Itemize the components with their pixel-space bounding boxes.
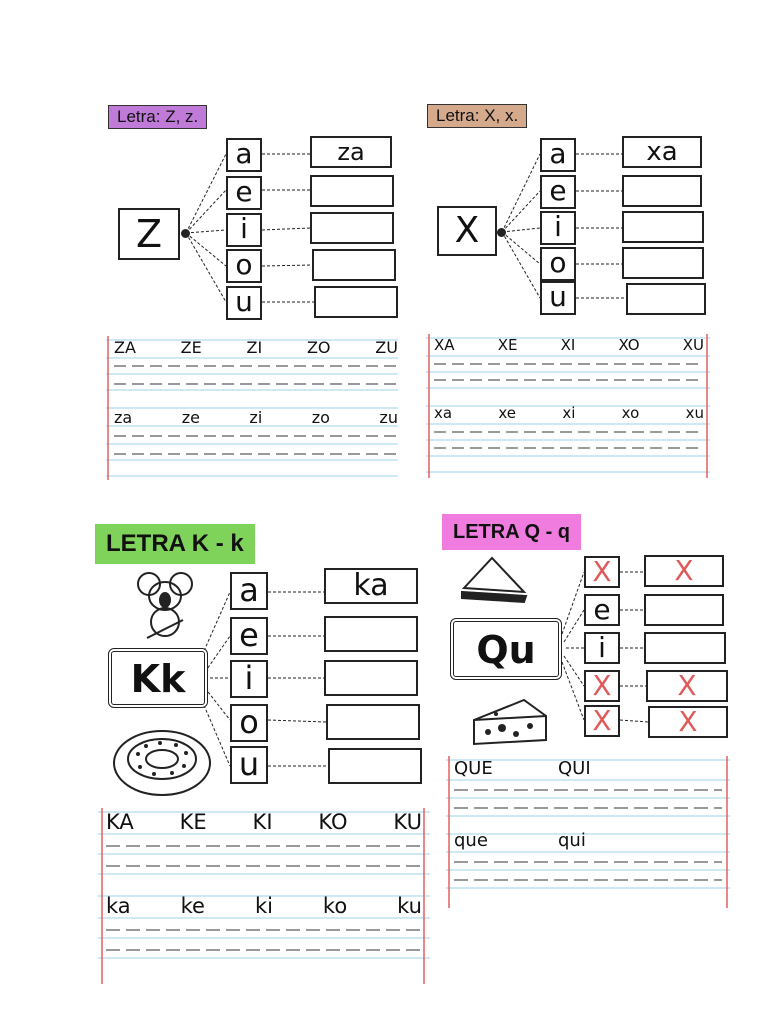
syllable: KA xyxy=(106,810,134,834)
syllable: ko xyxy=(322,894,348,918)
syllable: zo xyxy=(311,408,330,427)
syllable: ki xyxy=(254,894,273,918)
ruled-lines xyxy=(446,756,730,908)
answer-box xyxy=(324,616,418,652)
answer-box xyxy=(312,249,396,281)
answer-box: xa xyxy=(622,136,702,168)
vowel-box: a xyxy=(540,138,576,172)
ruled-lines xyxy=(98,808,430,984)
vowel-box: i xyxy=(230,660,268,698)
syllable: zu xyxy=(379,408,398,427)
worksheet-x xyxy=(400,0,768,480)
syllable: ZA xyxy=(114,338,136,357)
syllable: XU xyxy=(682,336,704,354)
vowel-box: e xyxy=(584,594,620,626)
syllable: KI xyxy=(252,810,273,834)
ruled-lines xyxy=(426,334,710,478)
vowel-box: e xyxy=(226,176,262,210)
syllable: KE xyxy=(179,810,207,834)
worksheet-q xyxy=(440,500,768,920)
answer-box xyxy=(622,247,704,279)
answer-box xyxy=(314,286,398,318)
connector-hub xyxy=(497,228,506,237)
syllable: ZU xyxy=(375,338,398,357)
vowel-box-crossed: X xyxy=(584,556,620,588)
answer-box xyxy=(626,283,706,315)
syllable: qui xyxy=(558,830,586,851)
vowel-box: i xyxy=(226,213,262,247)
letter-box-z: Z xyxy=(118,208,180,260)
connector-hub xyxy=(181,229,190,238)
vowel-box: u xyxy=(226,286,262,320)
syllables-lowercase xyxy=(446,830,730,851)
worksheet-z-title: Letra: Z, z. xyxy=(108,105,207,129)
vowel-box-crossed: X xyxy=(584,670,620,702)
connector-lines xyxy=(400,0,768,330)
syllables-lowercase xyxy=(98,894,430,918)
syllables-uppercase xyxy=(446,758,730,779)
syllables-uppercase xyxy=(98,810,430,834)
vowel-box: a xyxy=(230,572,268,610)
syllable: ZI xyxy=(246,338,263,357)
vowel-box: o xyxy=(540,247,576,281)
syllable: za xyxy=(114,408,133,427)
syllable: xu xyxy=(685,404,704,422)
letter-box-k: Kk xyxy=(108,648,208,708)
vowel-box: a xyxy=(226,138,262,172)
answer-box xyxy=(622,211,704,243)
syllable: ZO xyxy=(306,338,331,357)
answer-box xyxy=(644,594,724,626)
syllable: XE xyxy=(497,336,518,354)
syllable: XO xyxy=(618,336,640,354)
syllable: KO xyxy=(318,810,348,834)
syllables-uppercase xyxy=(106,338,398,357)
syllable: ke xyxy=(180,894,205,918)
answer-box xyxy=(328,748,422,784)
syllables-lowercase xyxy=(426,404,710,422)
vowel-box: o xyxy=(226,249,262,283)
worksheet-z xyxy=(0,0,400,480)
syllable: ka xyxy=(106,894,131,918)
vowel-box: u xyxy=(230,746,268,784)
syllable: ku xyxy=(397,894,422,918)
answer-box-crossed: X xyxy=(646,670,728,702)
answer-box-crossed: X xyxy=(644,555,724,587)
worksheet-x-title: Letra: X, x. xyxy=(427,104,527,128)
syllable: XA xyxy=(434,336,455,354)
vowel-box: u xyxy=(540,281,576,315)
syllable: KU xyxy=(393,810,422,834)
syllable: xi xyxy=(562,404,576,422)
syllables-lowercase xyxy=(106,408,398,427)
worksheet-q-title: LETRA Q - q xyxy=(442,514,581,550)
vowel-box-crossed: X xyxy=(584,705,620,737)
vowel-box: i xyxy=(584,632,620,664)
worksheet-k xyxy=(0,500,440,1000)
answer-box xyxy=(622,175,702,207)
vowel-box: i xyxy=(540,211,576,245)
vowel-box: e xyxy=(230,617,268,655)
syllable: QUI xyxy=(558,758,591,779)
answer-box: za xyxy=(310,136,392,168)
syllable: QUE xyxy=(454,758,493,779)
syllable: xa xyxy=(434,404,453,422)
worksheet-k-title: LETRA K - k xyxy=(95,524,255,564)
letter-box-q: Qu xyxy=(450,618,562,680)
syllable: ze xyxy=(181,408,200,427)
answer-box-crossed: X xyxy=(648,706,728,738)
answer-box xyxy=(310,175,394,207)
letter-box-x: X xyxy=(437,206,497,256)
vowel-box: e xyxy=(540,175,576,209)
syllable: xe xyxy=(498,404,517,422)
syllables-uppercase xyxy=(426,336,710,354)
ruled-lines xyxy=(106,336,398,480)
answer-box xyxy=(644,632,726,664)
syllable: que xyxy=(454,830,488,851)
syllable: zi xyxy=(249,408,263,427)
syllable: xo xyxy=(621,404,640,422)
answer-box xyxy=(326,704,420,740)
vowel-box: o xyxy=(230,704,268,742)
answer-box xyxy=(310,212,394,244)
answer-box xyxy=(324,660,418,696)
syllable: XI xyxy=(560,336,576,354)
syllable: ZE xyxy=(180,338,202,357)
answer-box: ka xyxy=(324,568,418,604)
